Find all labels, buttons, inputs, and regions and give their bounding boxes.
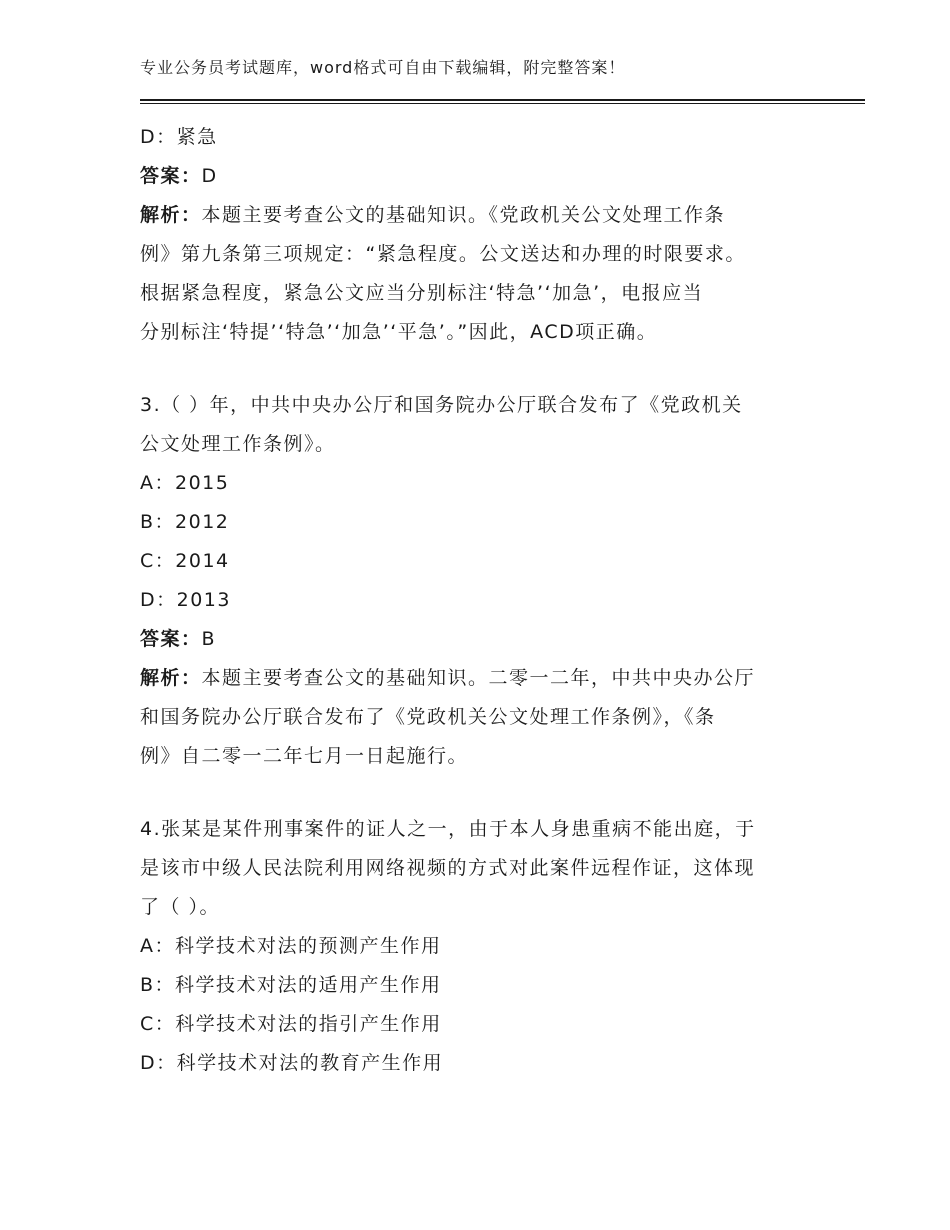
- spacer: [140, 352, 805, 386]
- document-body: [140, 118, 805, 1083]
- analysis-label: 解析：: [140, 204, 202, 226]
- answer-label: 答案：: [140, 165, 202, 187]
- question-stem: 是该市中级人民法院利用网络视频的方式对此案件远程作证，这体现: [140, 857, 756, 879]
- analysis-text: 本题主要考查公文的基础知识。《党政机关公文处理工作条: [201, 204, 726, 226]
- question-stem: 公文处理工作条例》。: [140, 433, 336, 455]
- analysis-text: 例》自二零一二年七月一日起施行。: [140, 745, 469, 767]
- option-d: D：紧急: [140, 126, 218, 148]
- analysis-text: 例》第九条第三项规定：“紧急程度。公文送达和办理的时限要求。: [140, 243, 746, 265]
- answer-line: [140, 620, 805, 659]
- option-c: C：科学技术对法的指引产生作用: [140, 1013, 442, 1035]
- option-c: C：2014: [140, 550, 230, 572]
- answer-line: [140, 157, 805, 196]
- spacer: [140, 776, 805, 810]
- answer-value: D: [201, 165, 218, 187]
- question-stem: 了（ ）。: [140, 896, 221, 918]
- analysis-line: [140, 196, 805, 235]
- analysis-text: 分别标注‘特提’‘特急’‘加急’‘平急’。”因此，ACD项正确。: [140, 321, 658, 343]
- question-stem: 3.（ ）年，中共中央办公厅和国务院办公厅联合发布了《党政机关: [140, 394, 743, 416]
- analysis-line: [140, 659, 805, 698]
- answer-label: 答案：: [140, 628, 202, 650]
- option-b: B：科学技术对法的适用产生作用: [140, 974, 442, 996]
- analysis-text: 根据紧急程度，紧急公文应当分别标注‘特急’‘加急’，电报应当: [140, 282, 704, 304]
- option-b: B：2012: [140, 511, 230, 533]
- answer-value: B: [201, 628, 217, 650]
- option-a: A：科学技术对法的预测产生作用: [140, 935, 442, 957]
- option-d: D：2013: [140, 589, 231, 611]
- option-a: A：2015: [140, 472, 230, 494]
- question-stem: 4.张某是某件刑事案件的证人之一，由于本人身患重病不能出庭，于: [140, 818, 756, 840]
- page-header: 专业公务员考试题库，word格式可自由下载编辑，附完整答案！: [140, 58, 626, 77]
- analysis-text: 和国务院办公厅联合发布了《党政机关公文处理工作条例》，《条: [140, 706, 716, 728]
- option-d: D：科学技术对法的教育产生作用: [140, 1052, 444, 1074]
- header-divider: [140, 99, 865, 104]
- analysis-label: 解析：: [140, 667, 202, 689]
- analysis-text: 本题主要考查公文的基础知识。二零一二年，中共中央办公厅: [201, 667, 756, 689]
